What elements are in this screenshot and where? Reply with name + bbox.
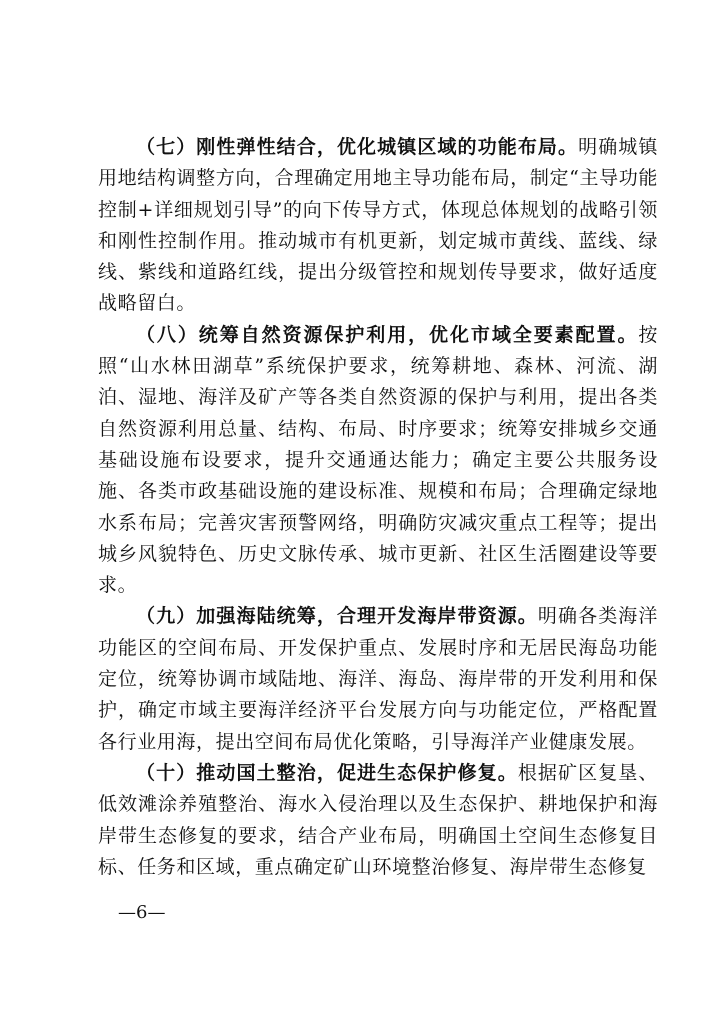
paragraph-10 xyxy=(98,758,658,883)
paragraph-10-heading: （十）推动国土整治，促进生态保护修复。 xyxy=(136,761,518,784)
paragraph-7-text: 明确城镇用地结构调整方向，合理确定用地主导功能布局，制定“主导功能控制+详细规划引导”的向下传导方式，体现总体规划的战略引领和刚性控制作用。推动城市有机更新，划定城市黄线、蓝线、绿线、紫线和道路红线，提出分级管控和规划传导要求，做好适度战略留白。 xyxy=(98,136,658,315)
paragraph-10-text: 根据矿区复垦、低效滩涂养殖整治、海水入侵治理以及生态保护、耕地保护和海岸带生态修复的要求，结合产业布局，明确国土空间生态修复目标、任务和区域，重点确定矿山环境整治修复、海岸带生态修复 xyxy=(98,761,659,878)
paragraph-9-text: 明确各类海洋功能区的空间布局、开发保护重点、发展时序和无居民海岛功能定位，统筹协调市域陆地、海洋、海岛、海岸带的开发利用和保护，确定市域主要海洋经济平台发展方向与功能定位，严格配置各行业用海，提出空间布局优化策略，引导海洋产业健康发展。 xyxy=(98,605,658,753)
paragraph-8-text: 按照“山水林田湖草”系统保护要求，统筹耕地、森林、河流、湖泊、湿地、海洋及矿产等各类自然资源的保护与利用，提出各类自然资源利用总量、结构、布局、时序要求；统筹安排城乡交通基础设施布设要求，提升交通通达能力；确定主要公共服务设施、各类市政基础设施的建设标准、规模和布局；合理确定绿地水系布局；完善灾害预警网络，明确防灾减灾重点工程等；提出城乡风貌特色、历史文脉传承、城市更新、社区生活圈建设等要求。 xyxy=(98,323,658,597)
document-body xyxy=(98,132,658,883)
page-number: —6— xyxy=(118,902,166,923)
paragraph-9-heading: （九）加强海陆统筹，合理开发海岸带资源。 xyxy=(136,605,538,628)
paragraph-7-heading: （七）刚性弹性结合，优化城镇区域的功能布局。 xyxy=(136,136,579,158)
paragraph-9 xyxy=(98,601,658,757)
paragraph-8-heading: （八）统筹自然资源保护利用，优化市域全要素配置。 xyxy=(136,323,639,346)
paragraph-7 xyxy=(98,132,658,320)
paragraph-8 xyxy=(98,320,658,602)
